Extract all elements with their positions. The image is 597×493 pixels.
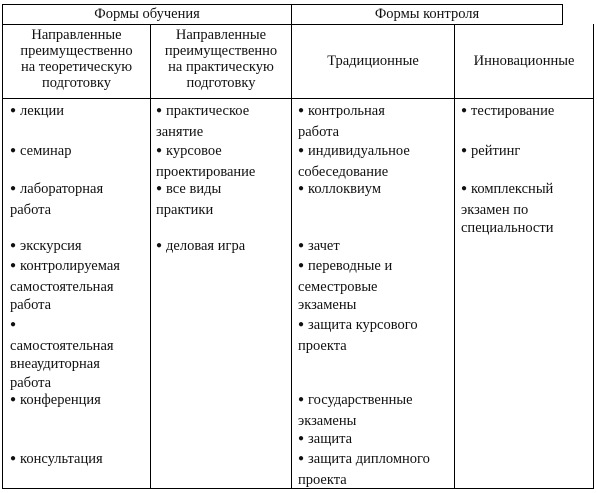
column-header-traditional: Традиционные [327,53,419,69]
column-header-innovative: Инновационные [473,53,575,69]
traditional-item: ● контрольная работа [298,102,385,141]
column-divider [150,24,151,488]
traditional-item: ● защита [298,430,352,451]
traditional-item: ● переводные и семестровые экзамены [298,257,392,315]
forms-table [2,24,594,489]
theory-item: ● лабораторная работа [10,180,103,219]
practice-item: ● все виды практики [156,180,221,219]
innovative-item: ● тестирование [461,102,554,123]
theory-item: ● конференция [10,391,101,412]
practice-item: ● деловая игра [156,237,245,258]
column-header-theory: Направленные преимущественно на теоретическую подготовку [20,27,133,91]
practice-item: ● курсовое проектирование [156,142,255,181]
innovative-item: ● рейтинг [461,142,520,163]
theory-item: ● консультация [10,450,103,471]
traditional-item: ● защита дипломного проекта [298,450,430,489]
theory-item: ● контролируемая самостоятельная работа [10,257,120,315]
column-divider [454,24,455,488]
traditional-item: ● коллоквиум [298,180,381,201]
header-education-forms: Формы обучения [2,4,292,25]
traditional-item: ● государственные экзамены [298,391,413,430]
traditional-item: ● индивидуальное собеседование [298,142,410,181]
traditional-item: ● защита курсового проекта [298,316,418,355]
theory-item: ● семинар [10,142,71,163]
innovative-item: ● комплексный экзамен по специальности [461,180,553,238]
theory-item: ● самостоятельная внеаудиторная работа [10,316,114,392]
theory-item: ● экскурсия [10,237,82,258]
header-control-forms: Формы контроля [291,4,563,25]
practice-item: ● практическое занятие [156,102,249,141]
theory-item: ● лекции [10,102,64,123]
header-divider [3,98,593,99]
group-header-row [2,4,563,24]
column-header-practice: Направленные преимущественно на практическую подготовку [164,27,278,91]
traditional-item: ● зачет [298,237,340,258]
column-divider [291,24,292,488]
